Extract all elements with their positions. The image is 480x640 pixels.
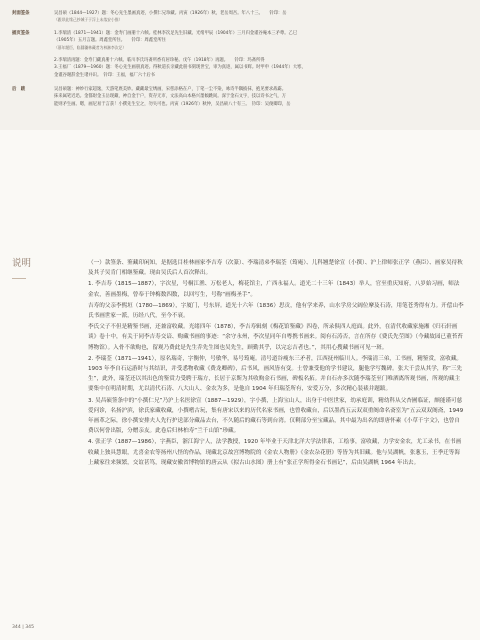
page-number: 344 | 345 <box>12 625 35 630</box>
row-label: 封面签条 <box>12 11 30 16</box>
paragraph: 吉寿的父亲李熙垣（1780—1869），字厦门，号东屏。道光十六年（1836）思贡，他有学来养，山水学房父阔位摩及石涛，用笔苍秀得有力。开偿山李氏书画世家一派，历经八代，至今不衰。 <box>88 302 464 320</box>
notes-body <box>88 258 464 469</box>
row-label: 插页签条 <box>12 31 30 36</box>
section-title: 说明 <box>12 258 32 269</box>
paragraph: 3. 吴昌硕签条中的“小撰仁兄”乃沪上名医徐宣（1887—1929），字小撰，上海宝山人，出身于中医世家，幼承庭训，精幼科从父杏圃临证，颇能谨可慈爱问诊，名扬沪滨，徐氏家藏收藏，小撰嗜古玩，集有唐宋以来的历代名家书画，也曾收藏台，后以墨尚五云双双重阁命名斋室为“五云双双阁斋，1949 年画革之际，徐小撰安排夫人先行护送部分藏品去台，不久随后的藏石等到台湾。仅剩部分至宝藏品，其中最为出名的即唐怀素《小草千字文》，也曾自费以何誉出版，分赠亲友。此卷后归林柏寿“兰千山馆”珍藏。 <box>88 397 464 435</box>
row-text: 1.李瑞清（1871—1941）题：金寿门画册十六帧。桂林李次足先生旧藏。光绪甲辰（1904年）三月归金谨谷庵本三矛尊。乙巳 （1905年）五月言题。周鑫堂所住。 钤印：周鑫堂所住 （墓年题臣，临圆疆林藏者为林淋李次足） <box>54 31 298 50</box>
row-text: 吴昌硕题：神妙行家超逸，天游笔底美妙。藏藏最宝绣画，宋慈添格在户，丁笔一尘不染，咏诗半隅披抹，抱见要求战霸。 抹来属笔近迅。金都尉金玉岳现藏，神自金于户，资存无市，文法高山本格兴墨倾跳间。深于金石文字，技以诗书之气，万 能则矛生画。嗯，画尼易于言获！小撰先生宝之，勿失可也。丙寅（1926年）秋仲，吴昌硕八十有三。 钤印：吴俊卿印，岳 <box>54 87 291 107</box>
row-label: 后 跋 <box>12 87 26 92</box>
paragraph: （一）款签条、鉴藏印闲知，是据选目桂林画家李吉寿（次篆）、李瑞清弟李瑞荃（筠庵）、儿科翘楚徐宣（小撰）、沪上律师张正学（燕臣）、画家吴待秋及其子吴肯门相继鉴藏。现由吴氏后人首次释出。 <box>88 260 463 277</box>
paragraph: 1. 李吉寿（1815—1887），字次星，号桐江渔、万松老人，梅花馆主，广西永福人。道光二十三年（1843）举人，官至重庆知府，八岁始习画，师法金农，善画墨梅，曾奉于钟梅数四数，以回写生，号称“画梅圣手”。 <box>88 281 460 298</box>
paragraph: 4. 张正学（1887—1986），字燕臣，浙江海宁人，法学教授，1920 年毕业于天津北洋大学法律系，工绘事，富收藏，力学安金农，尤工录书，在书画收藏上独具慧眼，尤喜金农等扬州八怪的作品，现藏北京故宫博物院的《金农人物册》《金农杂花册》等皆为其旧藏。他与吴湖帆，张葱玉，王季迁等海上藏家往来频繁，交谊甚笃，现藏安徽省博物馆的唐云从《拟古山水图》册上有“张正学所得金石书画记”，后由吴湖帆 1964 年出去。 <box>88 439 462 466</box>
row-text: 2.李瑞清再题：金寿门藏真册十六帧。临川李氏玛斋所香有居珍秘。戊午（1918年）再题。 钤印：玛斋所得 3.王福厂（1879—1960）题：冬心先生画册真迹。得秋道长亲藏此册书刻现世宝，审为真迹，属以书辉。时甲申（1944年）大寒， 金谨谷谢辞金生诸并识。 钤印：王福，福厂六十后书 <box>54 58 306 78</box>
paragraph: 2. 李瑞荃（1871—1941），原名瑞奇，字衡仲，号敏华，易号筠庵。清号道谷瘦东三矛者，江西抚州临川人。李瑞清三弟，工书画，精鉴赏，富收藏。1903 年李自石运游时与其结识，并受悉物收藏《费龙卿碑》，后书风，画风皆有变。士曾兼受他的学书建议，腿他学写魏碑。张大千尝从其学，称“三先生”，此外，瑞荃还以其出色的鉴赏力受聘于瑞方，长居于京斯为其收购金石书画，碑板名拓。并自石亦多次随李瑞荃至门唯洒离所观书画，所观的藏主要集中在明清时期，尤以清代石涛、八大山人、金农为多，是他自 1904 年归瑞荃所有，安爱万分，多次精心装裱并题跋。 <box>88 355 463 393</box>
paragraph: 李氏父子不但是精鉴书画，还兼富收藏。光绪四年（1878），李吉寿辑刻《梅花馆鉴藏》四卷，所录俱四人庭面。此外，在清代收藏家施湘《归石轩画谈》卷十中，有关于同李吉寿交谙、购藏书画的事迹：“余守永州，李次星同年自粤携书画来。阅有石涛否，言在所存《费氏先茔图》（今藏故园已董苔苔博物馆）。入骨不欲购也，留观乃费此是先生乔先生图也吴先生，顾勤其乎，以完忘吉者也。”，其用心搜藏书画可见一斑。 <box>88 324 463 351</box>
caption-panel <box>0 0 480 130</box>
row-text: 吴昌硕（1844—1927）题：冬心先生墨画真迹，小撰仁兄珍藏。丙寅（1926年）秋，老岳周吾。年八十三。 钤印：岳 （跟昂此缘己抄城于于浮上未落安小推） <box>54 11 287 23</box>
section-rule <box>12 278 26 279</box>
